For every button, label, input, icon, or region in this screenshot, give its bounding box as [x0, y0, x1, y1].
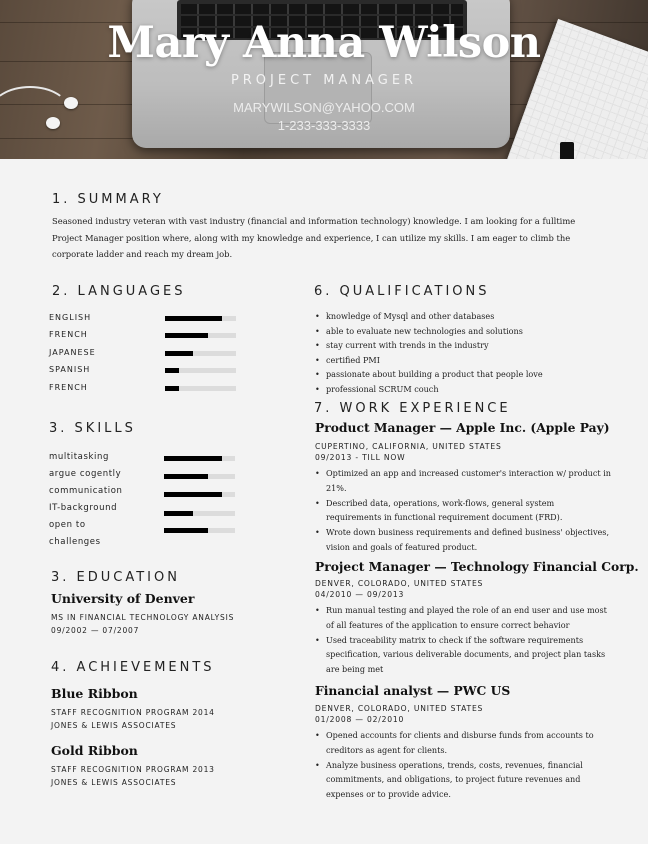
- job-dates: 01/2008 — 02/2010: [315, 715, 405, 724]
- skill-level-fill: [164, 511, 193, 516]
- achievement-title: Blue Ribbon: [51, 686, 138, 701]
- job-duty-item: • Wrote down business requirements and defined business' objectives, vision and goals of featured product.: [326, 525, 612, 554]
- language-level-fill: [165, 316, 222, 321]
- qualification-item: • passionate about building a product that people love: [326, 367, 616, 382]
- job-location: CUPERTINO, CALIFORNIA, UNITED STATES: [315, 442, 502, 451]
- achievement-program: STAFF RECOGNITION PROGRAM 2014: [51, 708, 215, 717]
- qualification-item: • able to evaluate new technologies and solutions: [326, 324, 616, 339]
- language-label: SPANISH: [49, 365, 91, 374]
- job-location: DENVER, COLORADO, UNITED STATES: [315, 579, 484, 588]
- pen-image: [560, 142, 574, 159]
- language-label: FRENCH: [49, 383, 88, 392]
- achievements-heading: 4. ACHIEVEMENTS: [51, 660, 215, 675]
- education-heading: 3. EDUCATION: [51, 570, 180, 585]
- language-level-bar: [165, 316, 236, 321]
- skill-level-fill: [164, 474, 208, 479]
- skill-label: open to: [49, 520, 86, 530]
- job-dates: 04/2010 — 09/2013: [315, 590, 405, 599]
- achievement-title: Gold Ribbon: [51, 743, 138, 758]
- language-level-bar: [165, 386, 236, 391]
- skill-level-bar: [164, 456, 235, 461]
- language-label: JAPANESE: [49, 348, 96, 357]
- education-dates: 09/2002 — 07/2007: [51, 626, 140, 635]
- skill-level-bar: [164, 528, 235, 533]
- languages-heading: 2. LANGUAGES: [52, 284, 186, 299]
- job-duties-list: [326, 466, 612, 555]
- language-level-bar: [165, 351, 236, 356]
- job-duty-item: • Used traceability matrix to check if the software requirements specification, various deliverable documents, and project plan tasks are being met: [326, 633, 612, 677]
- skill-label: communication: [49, 486, 123, 496]
- language-level-fill: [165, 351, 193, 356]
- skill-level-fill: [164, 528, 208, 533]
- achievement-program: STAFF RECOGNITION PROGRAM 2013: [51, 765, 215, 774]
- job-dates: 09/2013 - TILL NOW: [315, 453, 406, 462]
- skill-level-bar: [164, 511, 235, 516]
- job-duty-item: • Optimized an app and increased customer's interaction w/ product in 21%.: [326, 466, 612, 495]
- language-level-bar: [165, 333, 236, 338]
- qualification-item: • stay current with trends in the industry: [326, 338, 616, 353]
- job-duty-item: • Run manual testing and played the role of an end user and use most of all features of the application to ensure correct behavior: [326, 603, 612, 632]
- qualification-item: • certified PMI: [326, 353, 616, 368]
- skill-level-fill: [164, 456, 222, 461]
- resume-name: Mary Anna Wilson: [107, 18, 541, 68]
- skills-heading: 3. SKILLS: [49, 421, 136, 436]
- skill-level-fill: [164, 492, 222, 497]
- degree-label: MS IN FINANCIAL TECHNOLOGY ANALYSIS: [51, 613, 235, 622]
- language-label: ENGLISH: [49, 313, 92, 322]
- job-duties-list: [326, 728, 612, 802]
- job-duty-item: • Opened accounts for clients and disburse funds from accounts to creditors as agent for clients.: [326, 728, 612, 757]
- language-level-fill: [165, 386, 179, 391]
- job-duty-item: • Described data, operations, work-flows, general system requirements in functional requirement document (FRD).: [326, 496, 612, 525]
- skill-label: argue cogently: [49, 469, 122, 479]
- skill-label: IT-background: [49, 503, 118, 513]
- job-duty-item: • Analyze business operations, trends, costs, revenues, financial commitments, and obligations, to project future revenues and expenses or to provide advice.: [326, 758, 612, 802]
- summary-heading: 1. SUMMARY: [52, 192, 164, 207]
- job-title: PROJECT MANAGER: [230, 73, 418, 88]
- language-label: FRENCH: [49, 330, 88, 339]
- qualifications-list: [326, 309, 616, 397]
- job-entry-title: Project Manager — Technology Financial Corp.: [315, 559, 639, 574]
- achievement-organization: JONES & LEWIS ASSOCIATES: [51, 721, 177, 730]
- job-duties-list: [326, 603, 612, 677]
- phone-number: 1-233-333-3333: [277, 118, 371, 133]
- work-experience-heading: 7. WORK EXPERIENCE: [314, 401, 511, 416]
- achievement-organization: JONES & LEWIS ASSOCIATES: [51, 778, 177, 787]
- job-entry-title: Product Manager — Apple Inc. (Apple Pay): [315, 420, 610, 435]
- job-location: DENVER, COLORADO, UNITED STATES: [315, 704, 484, 713]
- language-level-fill: [165, 333, 208, 338]
- key-row: [181, 4, 463, 14]
- skill-level-bar: [164, 492, 235, 497]
- school-name: University of Denver: [51, 591, 195, 606]
- qualification-item: • professional SCRUM couch: [326, 382, 616, 397]
- qualification-item: • knowledge of Mysql and other databases: [326, 309, 616, 324]
- header-photo: [0, 0, 648, 159]
- skill-label: multitasking: [49, 452, 109, 462]
- language-level-fill: [165, 368, 179, 373]
- summary-text: Seasoned industry veteran with vast industry (financial and information technology) knowledge. I am looking for a fulltime Project Manager position where, along with my knowledge and experience, I can utilize my skills. I am eager to climb the corporate ladder and reach my dream job.: [52, 216, 576, 259]
- language-level-bar: [165, 368, 236, 373]
- email-address: MARYWILSON@YAHOO.COM: [233, 100, 415, 115]
- qualifications-heading: 6. QUALIFICATIONS: [314, 284, 490, 299]
- skill-level-bar: [164, 474, 235, 479]
- skill-label: challenges: [49, 537, 101, 547]
- job-entry-title: Financial analyst — PWC US: [315, 683, 511, 698]
